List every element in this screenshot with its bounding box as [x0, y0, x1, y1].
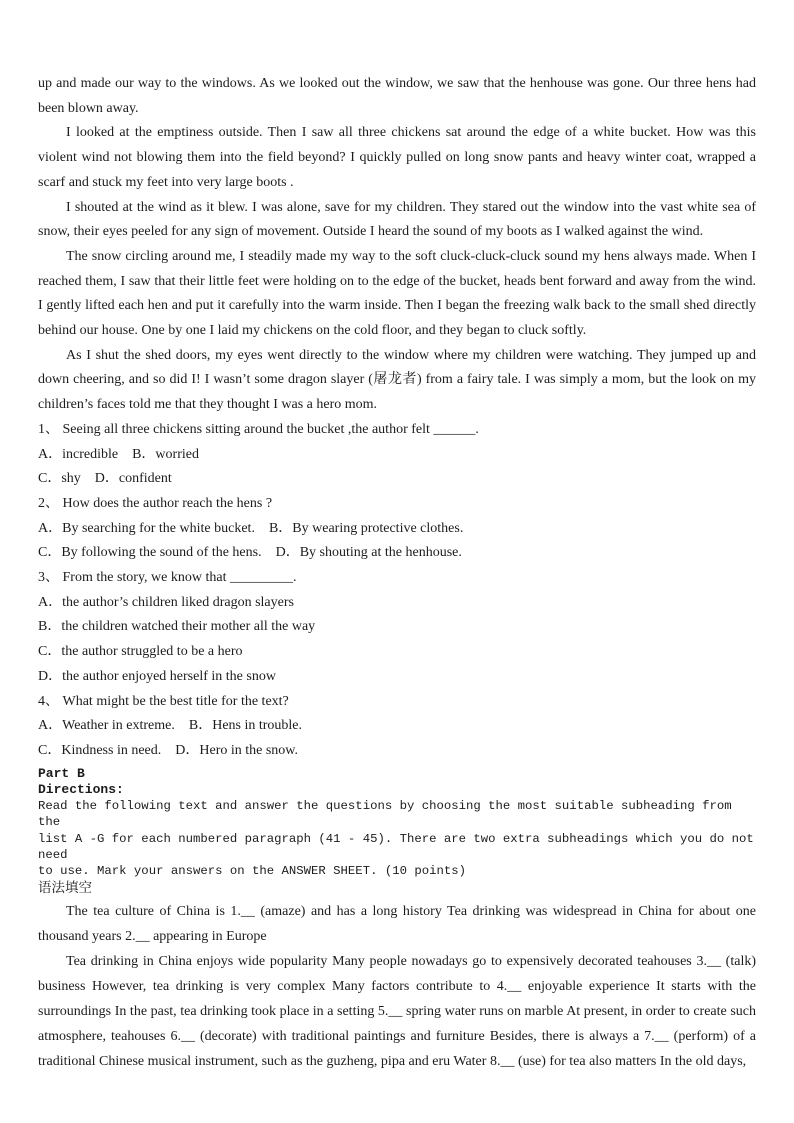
question-option-line: C．the author struggled to be a hero	[38, 644, 243, 660]
section-title-cn: 语法填空	[38, 880, 92, 896]
cloze-paragraph: The tea culture of China is 1.__ (amaze) and has a long history Tea drinking was widespread in China for about one thousand years 2.__ appearing in Europe	[38, 904, 756, 945]
question-stem: 4、 What might be the best title for the text?	[38, 693, 289, 709]
part-b-directions-line: to use. Mark your answers on the ANSWER SHEET. (10 points)	[38, 863, 467, 878]
story-paragraph: I shouted at the wind as it blew. I was alone, save for my children. They stared out the window into the vast white sea of snow, their eyes peeled for any sign of movement. Outside I heard the sound of my boots as I walked against the wind.	[38, 199, 756, 240]
story-paragraph: As I shut the shed doors, my eyes went directly to the window where my children were watching. They jumped up and down cheering, and so did I! I wasn’t some dragon slayer (屠龙者) from a fairy tale. I was simply a mom, but the look on my children’s faces told me that they thought I was a hero mom.	[38, 347, 756, 413]
part-b-directions-line: list A -G for each numbered paragraph (41 - 45). There are two extra subheadings which you do not need	[38, 831, 762, 862]
question-option-line: C．Kindness in need. D．Hero in the snow.	[38, 742, 299, 758]
question-block	[38, 492, 756, 566]
question-block	[38, 418, 756, 492]
question-block	[38, 566, 756, 690]
story-paragraph: The snow circling around me, I steadily made my way to the soft cluck-cluck-cluck sound my hens always made. When I reached them, I saw that their little feet were holding on to the edge of the bucket, heads bent forward and away from the wind. I gently lifted each hen and put it carefully into the warm inside. Then I began the freezing walk back to the small shed directly behind our house. One by one I laid my chickens on the cold floor, and they began to cluck softly.	[38, 248, 756, 339]
part-b-section	[38, 765, 762, 896]
part-b-directions-label: Directions:	[38, 781, 124, 797]
question-block	[38, 690, 756, 764]
question-option-line: A．the author’s children liked dragon slayers	[38, 594, 294, 610]
story-paragraph: I looked at the emptiness outside. Then I saw all three chickens sat around the edge of a white bucket. How was this violent wind not blowing them into the field beyond? I quickly pulled on long snow pants and heavy winter coat, wrapped a scarf and stuck my feet into very large boots .	[38, 125, 756, 190]
cloze-paragraph: Tea drinking in China enjoys wide popularity Many people nowadays go to expensively decorated teahouses 3.__ (talk) business However, tea drinking is very complex Many factors contribute to 4.__ enjoyable experience It starts with the surroundings In the past, tea drinking took place in a setting 5.__ spring water runs on marble At present, in order to create such atmosphere, teahouses 6.__ (decorate) with traditional paintings and furniture Besides, there is always a 7.__ (perform) of a traditional Chinese musical instrument, such as the guzheng, pipa and eru Water 8.__ (use) for tea also matters In the old days,	[38, 953, 756, 1069]
story-paragraph: up and made our way to the windows. As we looked out the window, we saw that the henhouse was gone. Our three hens had been blown away.	[38, 76, 756, 116]
part-b-directions-line: Read the following text and answer the questions by choosing the most suitable subheading from the	[38, 799, 740, 830]
question-option-line: A．By searching for the white bucket. B．By wearing protective clothes.	[38, 520, 464, 536]
part-b-heading: Part B	[38, 765, 85, 781]
question-stem: 1、 Seeing all three chickens sitting around the bucket ,the author felt ______.	[38, 421, 479, 437]
question-option-line: A．incredible B．worried	[38, 446, 199, 462]
question-option-line: C．shy D．confident	[38, 471, 172, 487]
question-option-line: D．the author enjoyed herself in the snow	[38, 668, 276, 684]
question-option-line: C．By following the sound of the hens. D．By shouting at the henhouse.	[38, 545, 462, 561]
question-option-line: B．the children watched their mother all the way	[38, 619, 316, 635]
question-option-line: A．Weather in extreme. B．Hens in trouble.	[38, 718, 303, 734]
question-stem: 3、 From the story, we know that _________.	[38, 570, 297, 586]
question-stem: 2、 How does the author reach the hens ?	[38, 495, 273, 511]
cloze-section	[38, 900, 756, 1074]
